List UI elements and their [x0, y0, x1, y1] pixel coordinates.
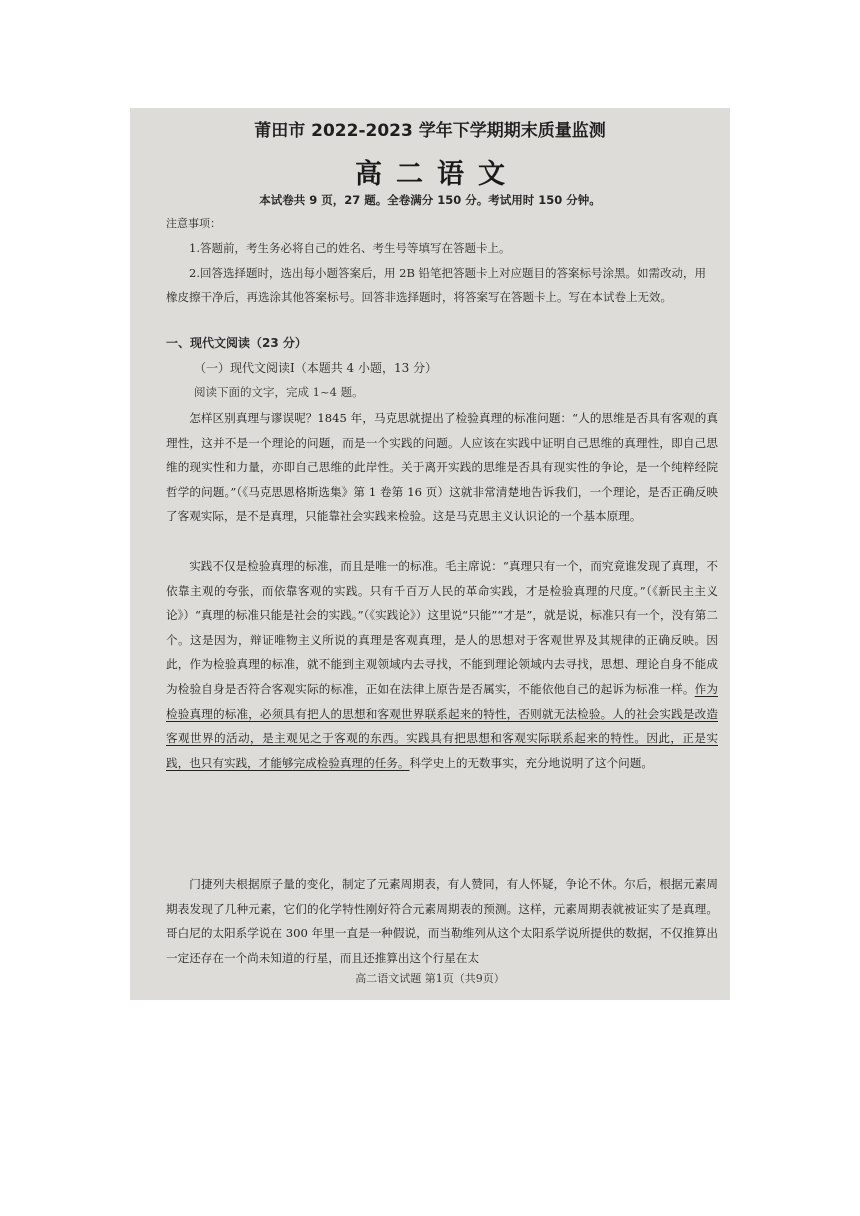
passage-paragraph-1: 怎样区别真理与谬误呢？1845 年，马克思就提出了检验真理的标准问题：“人的思维是否具有客观的真理性，这并不是一个理论的问题，而是一个实践的问题。人应该在实践中证明自己思维的真理性，即自己思维的现实性和力量，亦即自己思维的此岸性。关于离开实践的思维是否具有现实性的争论，是一个纯粹经院哲学的问题。”（《马克思恩格斯选集》第 1 卷第 16 页）这就非常清楚地告诉我们，一个理论，是否正确反映了客观实际，是不是真理，只能靠社会实践来检验。这是马克思主义认识论的一个基本原理。	[166, 411, 718, 524]
underlined-sentence: 作为检验真理的标准，必须具有把人的思想和客观世界联系起来的特性，否则就无法检验。人的社会实践是改造客观世界的活动，是主观见之于客观的东西。实践具有把思想和客观实际联系起来的特性。因此，正是实践，也只有实践，才能够完成检验真理的任务。	[166, 681, 718, 770]
note-item-1: 1.答题前，考生务必将自己的姓名、考生号等填写在答题卡上。	[189, 241, 511, 255]
subject-title: 高二语文	[355, 159, 519, 190]
exam-title: 莆田市 2022-2023 学年下学期期末质量监测	[254, 121, 606, 141]
section-title: 一、现代文阅读（23 分）	[166, 336, 307, 350]
page-footer: 高二语文试题 第1页（共9页）	[355, 972, 505, 985]
exam-paper-page	[130, 108, 730, 1000]
paper-info: 本试卷共 9 页，27 题。全卷满分 150 分。考试用时 150 分钟。	[259, 193, 601, 207]
note-item-2: 2.回答选择题时，选出每小题答案后，用 2B 铅笔把答题卡上对应题目的答案标号涂黑。如需改动，用橡皮擦干净后，再选涂其他答案标号。回答非选择题时，将答案写在答题卡上。写在本试卷上无效。	[166, 266, 707, 304]
paragraph-2-text: 实践不仅是检验真理的标准，而且是唯一的标准。毛主席说：“真理只有一个，而究竟谁发现了真理，不依靠主观的夸张，而依靠客观的实践。只有千百万人民的革命实践，才是检验真理的尺度。”（《新民主主义论》）“真理的标准只能是社会的实践。”（《实践论》）这里说“只能”“才是”，就是说，标准只有一个，没有第二个。这是因为，辩证唯物主义所说的真理是客观真理，是人的思想对于客观世界及其规律的正确反映。因此，作为检验真理的标准，就不能到主观领域内去寻找，不能到理论领域内去寻找，思想、理论自身不能成为检验自身是否符合客观实际的标准，正如在法律上原告是否属实，不能依他自己的起诉为标准一样。	[166, 559, 718, 696]
passage-paragraph-3: 门捷列夫根据原子量的变化，制定了元素周期表，有人赞同，有人怀疑，争论不休。尔后，根据元素周期表发现了几种元素，它们的化学特性刚好符合元素周期表的预测。这样，元素周期表就被证实了是真理。哥白尼的太阳系学说在 300 年里一直是一种假说，而当勒维列从这个太阳系学说所提供的数据，不仅推算出一定还存在一个尚未知道的行星，而且还推算出这个行星在太	[166, 877, 718, 965]
subsection-title: （一）现代文阅读Ⅰ（本题共 4 小题，13 分）	[194, 361, 438, 375]
passage-paragraph-2	[166, 554, 718, 775]
paragraph-2-ending: 科学史上的无数事实，充分地说明了这个问题。	[409, 755, 653, 770]
notes-heading: 注意事项：	[166, 217, 221, 230]
reading-instruction: 阅读下面的文字，完成 1~4 题。	[194, 385, 364, 399]
